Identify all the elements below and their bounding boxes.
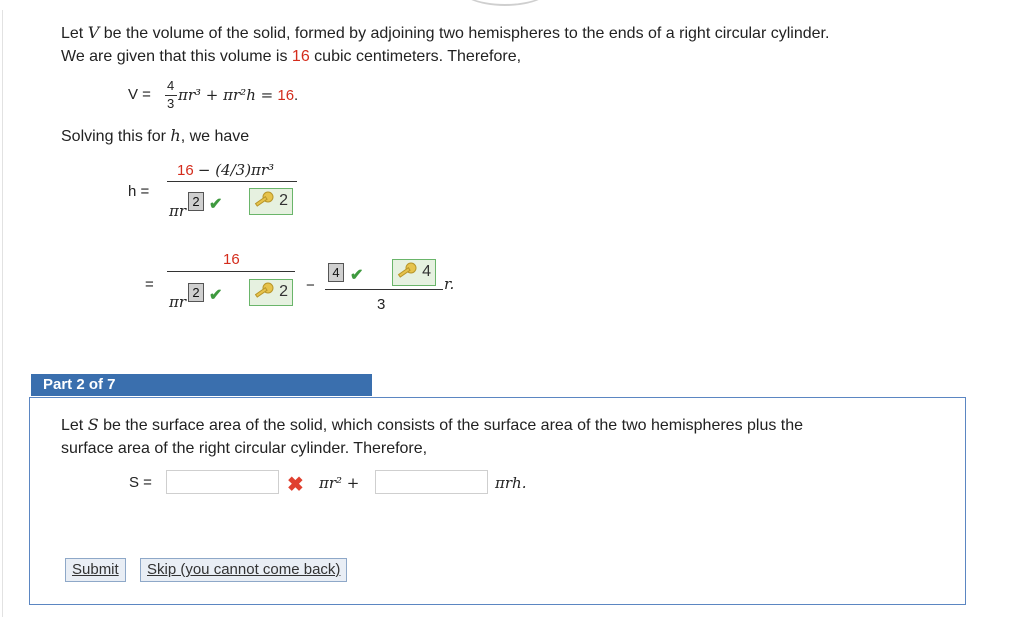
- intro-text: be the volume of the solid, formed by adjoining two hemispheres to the ends of a right circular cylinder.: [99, 25, 830, 42]
- s-label: S =: [129, 474, 152, 491]
- key-icon: [396, 262, 418, 282]
- s-term1: πr² +: [319, 474, 360, 492]
- part-header: Part 2 of 7: [31, 374, 372, 396]
- check-icon: ✔: [209, 196, 223, 213]
- s-coefficient-input-1[interactable]: [166, 470, 279, 494]
- s-coefficient-input-2[interactable]: [375, 470, 488, 494]
- key-icon: [253, 282, 275, 302]
- left-border: [2, 10, 3, 617]
- eq2-sign: =: [145, 276, 154, 293]
- submit-button[interactable]: Submit: [65, 558, 126, 582]
- h-numerator: [177, 161, 274, 179]
- check-icon: ✔: [350, 267, 364, 284]
- part2-text: be the surface area of the solid, which consists of the surface area of the two hemispheres plus the: [98, 417, 804, 434]
- eq-volume-terms: [178, 86, 298, 104]
- var-h: h: [170, 126, 181, 145]
- eq-v-label: V =: [128, 86, 151, 103]
- key-value: 2: [279, 192, 288, 209]
- eq-term: πr³ + πr²h =: [178, 86, 274, 104]
- solving-line: [61, 124, 249, 149]
- var-s: S: [87, 415, 99, 434]
- key-icon: [253, 191, 275, 211]
- solving-text: , we have: [180, 128, 250, 145]
- h-frac-bar: [167, 181, 297, 182]
- incorrect-x-icon: ✖: [287, 474, 304, 496]
- eq2-frac2-bar: [325, 289, 443, 290]
- s-term2: πrh.: [495, 474, 527, 492]
- eq2-frac-bar: [167, 271, 295, 272]
- eq-rhs: 16: [277, 87, 295, 104]
- eq2-den-key-answer[interactable]: [249, 279, 293, 306]
- h-num-rest: − (4/3)πr³: [197, 161, 275, 179]
- eq2-num2-key-answer[interactable]: [392, 259, 436, 286]
- h-den-exponent-answer: 2: [188, 192, 204, 211]
- part2-text: Let: [61, 417, 88, 434]
- intro-line-1: [61, 21, 829, 46]
- eq2-r-end: r.: [444, 275, 455, 293]
- top-decoration: [455, 0, 555, 6]
- eq2-num2-answer: 4: [328, 263, 344, 282]
- key-value: 4: [422, 263, 431, 280]
- eq-end: .: [294, 87, 299, 104]
- h-den-pi-r: πr: [169, 202, 187, 220]
- eq2-den-exponent-answer: 2: [188, 283, 204, 302]
- h-num-value: 16: [177, 162, 194, 179]
- intro-text: Let: [61, 25, 88, 42]
- eq-frac-den: 3: [167, 96, 175, 111]
- skip-button[interactable]: Skip (you cannot come back): [140, 558, 347, 582]
- key-value: 2: [279, 283, 288, 300]
- eq2-minus: −: [306, 277, 315, 294]
- h-den-key-answer[interactable]: [249, 188, 293, 215]
- given-volume: 16: [291, 48, 310, 65]
- var-v: V: [87, 23, 100, 42]
- intro-text: We are given that this volume is: [61, 48, 292, 65]
- eq2-numerator: 16: [223, 251, 240, 268]
- eq-frac-num: 4: [167, 78, 175, 93]
- eq2-den-pi-r: πr: [169, 293, 187, 311]
- solving-text: Solving this for: [61, 128, 171, 145]
- intro-line-2: [61, 45, 521, 69]
- h-label: h =: [128, 183, 150, 200]
- part2-line-1: [61, 413, 803, 438]
- intro-text: cubic centimeters. Therefore,: [309, 48, 522, 65]
- check-icon: ✔: [209, 287, 223, 304]
- part2-line-2: surface area of the right circular cylinder. Therefore,: [61, 440, 428, 457]
- eq2-den2: 3: [377, 296, 386, 313]
